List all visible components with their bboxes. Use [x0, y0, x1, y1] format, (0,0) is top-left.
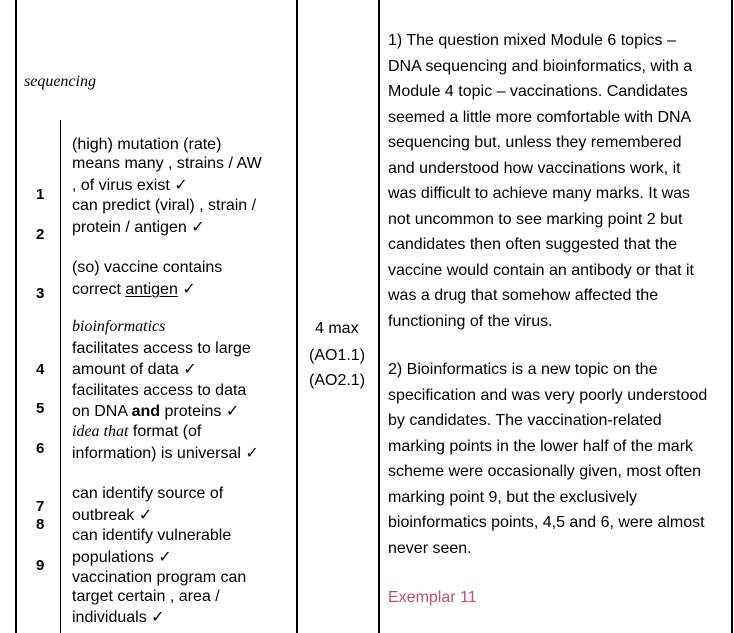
answer-source-line-1: can identify source of — [72, 485, 224, 502]
answer-program-line-2: target certain , area / — [72, 588, 220, 605]
table-border-answer-right — [296, 0, 298, 633]
marking-point-number-5: 5 — [36, 400, 45, 417]
comment-2-line: specification and was very poorly understood — [388, 386, 708, 404]
comment-1-line: candidates then often suggested that the — [388, 236, 678, 253]
comment-1-line: was difficult to achieve many marks. It was — [388, 185, 691, 202]
comment-1-line: 1) The question mixed Module 6 topics – — [388, 32, 676, 49]
table-border-marks-right — [378, 0, 380, 633]
answer-vulnerable-line-1: can identify vulnerable — [72, 527, 232, 544]
marking-point-number-8: 8 — [36, 516, 45, 533]
comment-1-line: was a drug that somehow affected the — [388, 287, 659, 304]
answer-format-line-1 — [72, 421, 201, 442]
answer-mutation-line-2: means many , strains / AW — [72, 155, 262, 172]
marks-ao1: (AO1.1) — [309, 347, 366, 364]
answer-access-line-3: facilitates access to data — [72, 382, 247, 399]
answer-mutation-line-3: , of virus exist ✓ — [72, 177, 188, 194]
answer-vulnerable-line-2: populations ✓ — [72, 549, 172, 566]
marking-point-number-6: 6 — [36, 440, 45, 457]
marking-point-number-4: 4 — [36, 361, 45, 378]
answer-proteins: proteins ✓ — [160, 403, 240, 420]
answer-on-dna: on DNA — [72, 403, 132, 420]
exemplar-link[interactable]: Exemplar 11 — [388, 589, 477, 606]
comment-2-line: 2) Bioinformatics is a new topic on the — [388, 361, 658, 378]
marks-ao2: (AO2.1) — [309, 372, 366, 389]
comment-2-line: by candidates. The vaccination-related — [388, 412, 662, 429]
comment-1-line: not uncommon to see marking point 2 but — [388, 210, 683, 228]
marks-max: 4 max — [315, 320, 359, 337]
marking-point-number-9: 9 — [36, 557, 45, 574]
answer-bioinformatics-heading: bioinformatics — [72, 318, 166, 335]
comment-1-line: and understood how vaccinations work, it — [388, 159, 681, 177]
answer-predict-line-1: can predict (viral) , strain / — [72, 197, 257, 214]
answer-access-line-1: facilitates access to large — [72, 340, 251, 357]
comment-1-line: seemed a little more comfortable with DNA — [388, 108, 692, 126]
table-border-left — [15, 0, 17, 633]
answer-vaccine-tick: ✓ — [177, 281, 196, 298]
comment-1-line: vaccine would contain an antibody or that it — [388, 261, 694, 279]
marking-point-number-1: 1 — [36, 186, 45, 203]
table-border-right — [731, 0, 733, 633]
marking-point-number-2: 2 — [36, 226, 45, 243]
answer-program-line-1: vaccination program can — [72, 569, 247, 586]
answer-dna-proteins — [72, 401, 239, 422]
comment-2-line: marking point 9, but the exclusively — [388, 488, 638, 506]
comment-2-line: marking points in the lower half of the mark — [388, 437, 694, 455]
comment-1-line: sequencing but, unless they remembered — [388, 134, 682, 151]
comment-1-line: functioning of the virus. — [388, 312, 553, 330]
marking-point-number-3: 3 — [36, 285, 45, 302]
sequencing-label: sequencing — [24, 73, 96, 90]
answer-vaccine-line-2 — [72, 279, 196, 300]
answer-idea-that: idea that — [72, 423, 129, 440]
comment-2-line: scheme were occasionally given, most often — [388, 463, 702, 480]
comment-2-line: never seen. — [388, 539, 472, 557]
answer-format-text: format (of — [128, 423, 202, 440]
answer-vaccine-line-1: (so) vaccine contains — [72, 259, 223, 276]
answer-source-line-2: outbreak ✓ — [72, 507, 153, 524]
answer-access-line-2: amount of data ✓ — [72, 361, 197, 378]
answer-format-line-2: information) is universal ✓ — [72, 445, 259, 462]
comment-1-line: DNA sequencing and bioinformatics, with a — [388, 57, 693, 75]
answer-predict-line-2: protein / antigen ✓ — [72, 219, 205, 236]
examiner-comment-1 — [388, 28, 728, 334]
comment-1-line: Module 4 topic – vaccinations. Candidates — [388, 83, 688, 100]
answer-mutation-line-1: (high) mutation (rate) — [72, 136, 222, 153]
answer-program-line-3: individuals ✓ — [72, 609, 165, 626]
examiner-comment-2 — [388, 357, 728, 561]
inner-column-divider — [60, 120, 61, 633]
marking-point-number-7: 7 — [36, 498, 45, 515]
comment-2-line: bioinformatics points, 4,5 and 6, were almost — [388, 514, 705, 531]
answer-and-bold: and — [131, 403, 161, 420]
answer-antigen-underlined: antigen — [125, 281, 178, 298]
answer-vaccine-correct: correct — [72, 281, 126, 298]
